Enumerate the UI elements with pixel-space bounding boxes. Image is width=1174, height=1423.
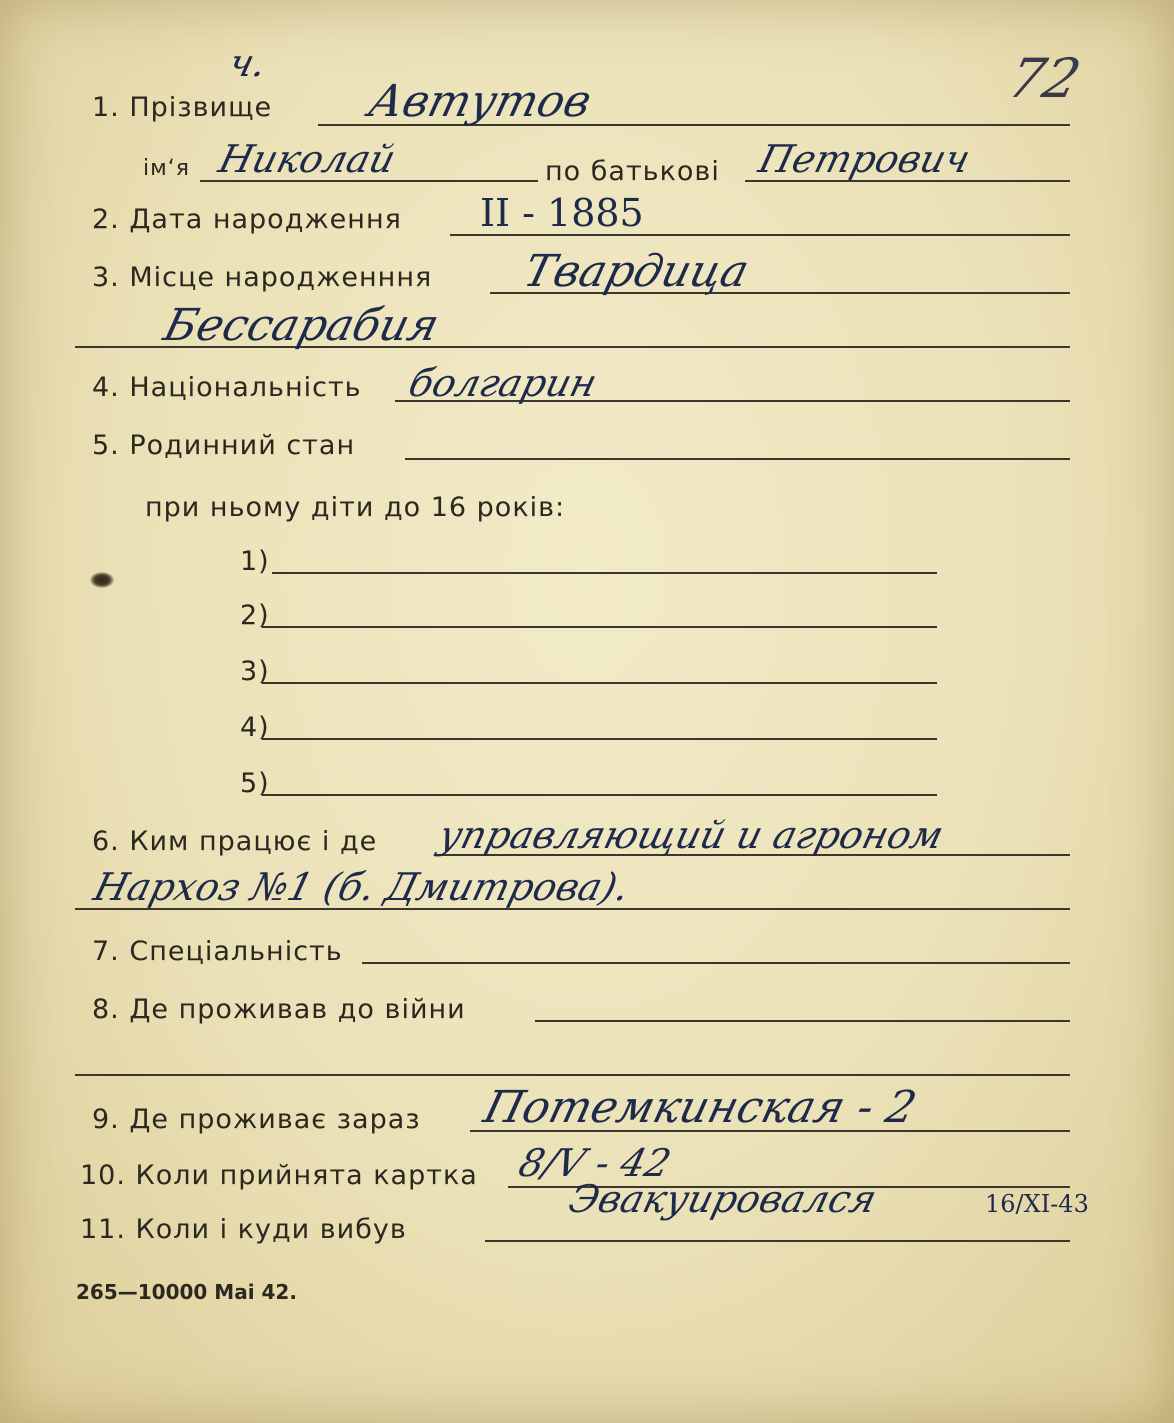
birth-date-label: 2. Дата народження bbox=[92, 204, 402, 235]
surname-label: 1. Прізвище bbox=[92, 92, 273, 123]
work-label: 6. Ким працює і де bbox=[92, 826, 378, 857]
patronymic-label: по батькові bbox=[545, 156, 720, 187]
child-line-3 bbox=[262, 682, 937, 684]
departure-label: 11. Коли і куди вибув bbox=[80, 1214, 407, 1245]
nationality-label: 4. Національність bbox=[92, 372, 362, 403]
child-line-2 bbox=[262, 626, 937, 628]
birthplace-label: 3. Місце народженння bbox=[92, 262, 433, 293]
patronymic-value: Петрович bbox=[754, 137, 975, 181]
work-value-1: управляющий и агроном bbox=[434, 813, 949, 857]
nationality-value: болгарин bbox=[404, 361, 602, 405]
card-accepted-value: 8/V - 42 bbox=[514, 1141, 676, 1185]
children-label: при ньому діти до 16 років: bbox=[145, 492, 566, 523]
child-number-4: 4) bbox=[240, 712, 270, 743]
work-value-2: Нархоз №1 (б. Дмитрова). bbox=[89, 865, 634, 909]
speciality-line bbox=[362, 962, 1070, 964]
departure-date: 16/XI-43 bbox=[985, 1190, 1089, 1218]
marital-status-label: 5. Родинний стан bbox=[92, 430, 356, 461]
card-accepted-label: 10. Коли прийнята картка bbox=[80, 1160, 478, 1191]
number-mark: 72 bbox=[1002, 47, 1087, 110]
departure-value: Эвакуировался bbox=[564, 1177, 882, 1221]
top-mark: ч. bbox=[224, 41, 272, 85]
birth-date-value: II - 1885 bbox=[480, 191, 644, 235]
prewar-residence-label: 8. Де проживав до війни bbox=[92, 994, 466, 1025]
surname-value: Автутов bbox=[363, 76, 597, 127]
child-line-4 bbox=[262, 738, 937, 740]
birthplace-value-1: Твардица bbox=[518, 246, 754, 297]
child-number-2: 2) bbox=[240, 600, 270, 631]
current-residence-value: Потемкинская - 2 bbox=[478, 1082, 922, 1133]
child-number-5: 5) bbox=[240, 768, 270, 799]
marital-status-line bbox=[405, 458, 1070, 460]
child-line-1 bbox=[272, 572, 937, 574]
prewar-residence-line-1 bbox=[535, 1020, 1070, 1022]
first-name-label: ім‘я bbox=[143, 156, 190, 181]
child-line-5 bbox=[262, 794, 937, 796]
prewar-residence-line-2 bbox=[75, 1074, 1070, 1076]
speciality-label: 7. Спеціальність bbox=[92, 936, 343, 967]
punch-hole bbox=[90, 572, 114, 588]
child-number-1: 1) bbox=[240, 546, 270, 577]
child-number-3: 3) bbox=[240, 656, 270, 687]
departure-line bbox=[485, 1240, 1070, 1242]
print-footer: 265—10000 Mai 42. bbox=[76, 1280, 297, 1304]
first-name-value: Николай bbox=[214, 137, 401, 181]
birthplace-value-2: Бессарабия bbox=[158, 300, 445, 351]
current-residence-label: 9. Де проживає зараз bbox=[92, 1104, 421, 1135]
